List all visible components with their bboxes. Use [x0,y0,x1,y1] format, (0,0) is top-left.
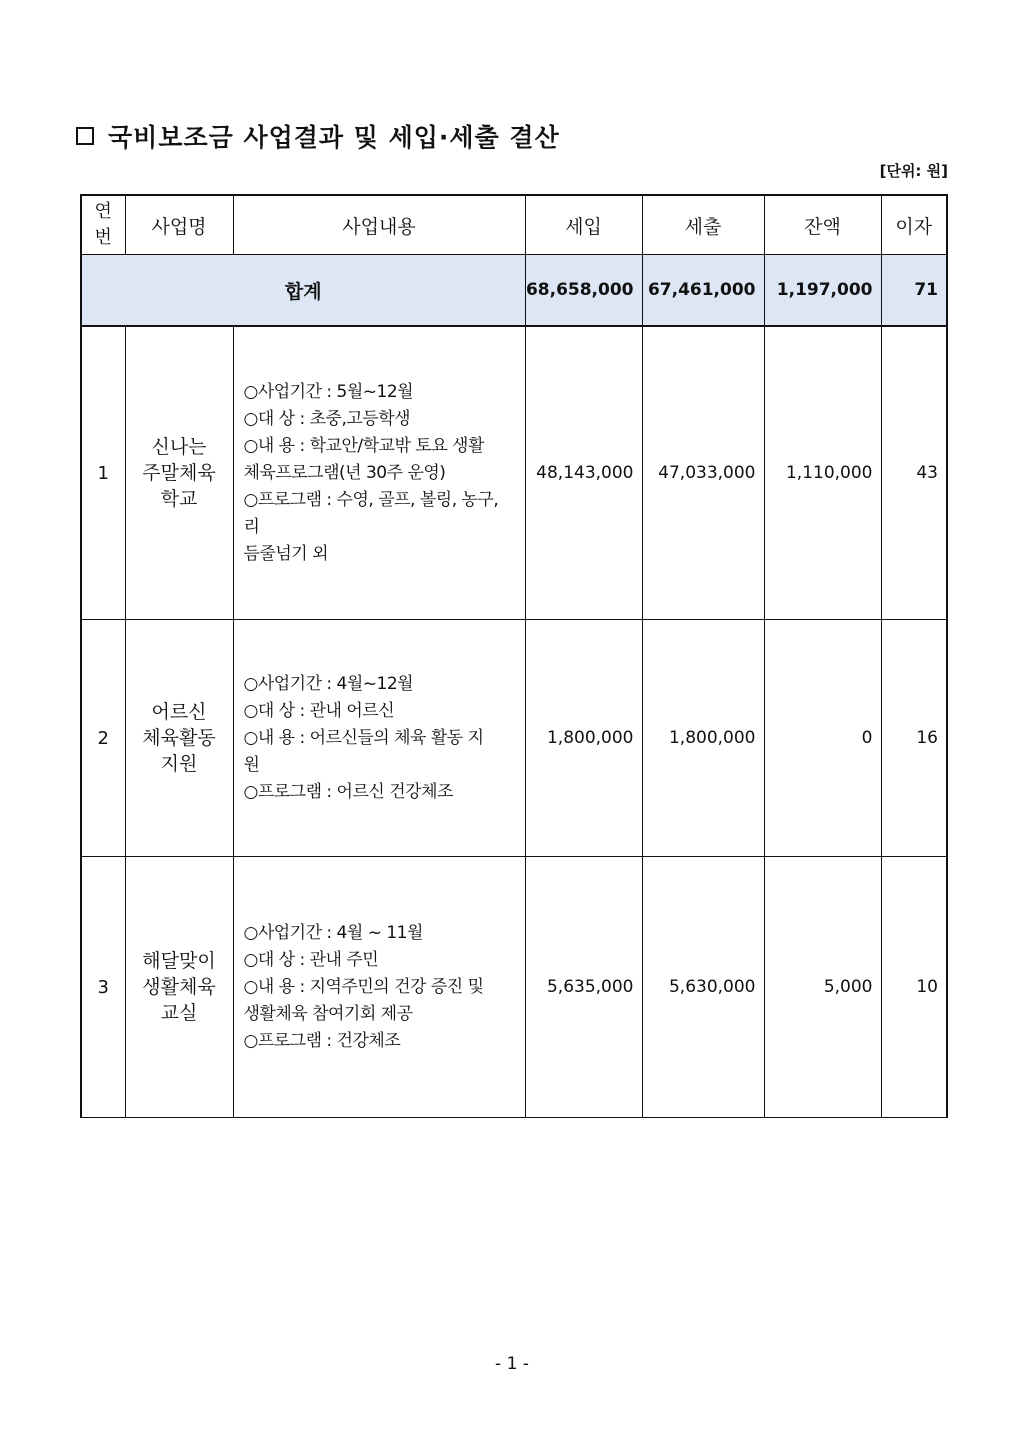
content-line: ○내 용 : 어르신들의 체육 활동 지 [243,727,484,748]
total-balance: 1,197,000 [764,255,881,327]
project-name-line: 생활체육 [142,976,216,998]
project-name [125,620,233,857]
content-line: ○대 상 : 관내 주민 [243,949,379,970]
settlement-table [80,194,948,1118]
content-line: ○대 상 : 관내 어르신 [243,700,395,721]
content-line: 듬줄넘기 외 [243,543,329,564]
project-name-line: 주말체육 [142,462,216,484]
header-content: 사업내용 [233,195,525,255]
header-expense: 세출 [642,195,764,255]
revenue-cell: 5,635,000 [525,857,642,1118]
project-content [233,857,525,1118]
content-line: 체육프로그램(년 30주 운영) [243,462,446,483]
balance-cell: 1,110,000 [764,326,881,620]
project-name [125,857,233,1118]
content-line: ○사업기간 : 5월~12월 [243,381,414,402]
project-name-line: 학교 [160,488,198,510]
total-revenue: 68,658,000 [525,255,642,327]
content-line: ○프로그램 : 어르신 건강체조 [243,781,453,802]
checkbox-square-icon [76,127,94,145]
interest-cell: 43 [881,326,947,620]
title-text: 국비보조금 사업결과 및 세입·세출 결산 [108,123,560,152]
interest-cell: 16 [881,620,947,857]
interest-cell: 10 [881,857,947,1118]
row-number: 2 [81,620,125,857]
total-row [81,255,947,327]
project-name-line: 교실 [160,1002,198,1024]
balance-cell: 0 [764,620,881,857]
header-interest: 이자 [881,195,947,255]
total-label: 합계 [81,255,525,327]
project-content [233,620,525,857]
expense-cell: 1,800,000 [642,620,764,857]
header-index-line1: 연 [94,201,112,222]
page-number: - 1 - [495,1354,529,1374]
content-line: ○프로그램 : 건강체조 [243,1030,401,1051]
content-line: ○사업기간 : 4월~12월 [243,673,414,694]
table-row [81,620,947,857]
expense-cell: 47,033,000 [642,326,764,620]
header-index-line2: 번 [94,227,112,248]
document-title [76,118,560,154]
content-line: ○내 용 : 지역주민의 건강 증진 및 [243,976,484,997]
header-revenue: 세입 [525,195,642,255]
row-number: 3 [81,857,125,1118]
header-index [81,195,125,255]
header-name: 사업명 [125,195,233,255]
content-line: ○사업기간 : 4월 ~ 11월 [243,922,423,943]
revenue-cell: 48,143,000 [525,326,642,620]
table-row [81,857,947,1118]
project-name-line: 어르신 [151,701,207,723]
content-line: ○내 용 : 학교안/학교밖 토요 생활 [243,435,484,456]
unit-label: [단위: 원] [879,162,948,180]
balance-cell: 5,000 [764,857,881,1118]
project-content [233,326,525,620]
expense-cell: 5,630,000 [642,857,764,1118]
header-row [81,195,947,255]
project-name-line: 해달맞이 [142,950,216,972]
project-name-line: 지원 [160,753,198,775]
project-name-line: 신나는 [151,436,207,458]
content-line: ○대 상 : 초중,고등학생 [243,408,411,429]
project-name-line: 체육활동 [142,727,216,749]
row-number: 1 [81,326,125,620]
total-interest: 71 [881,255,947,327]
content-line: 생활체육 참여기회 제공 [243,1003,413,1024]
project-name [125,326,233,620]
revenue-cell: 1,800,000 [525,620,642,857]
content-line: ○프로그램 : 수영, 골프, 볼링, 농구, 리 [243,489,499,537]
header-balance: 잔액 [764,195,881,255]
table-row [81,326,947,620]
total-expense: 67,461,000 [642,255,764,327]
content-line: 원 [243,754,260,775]
